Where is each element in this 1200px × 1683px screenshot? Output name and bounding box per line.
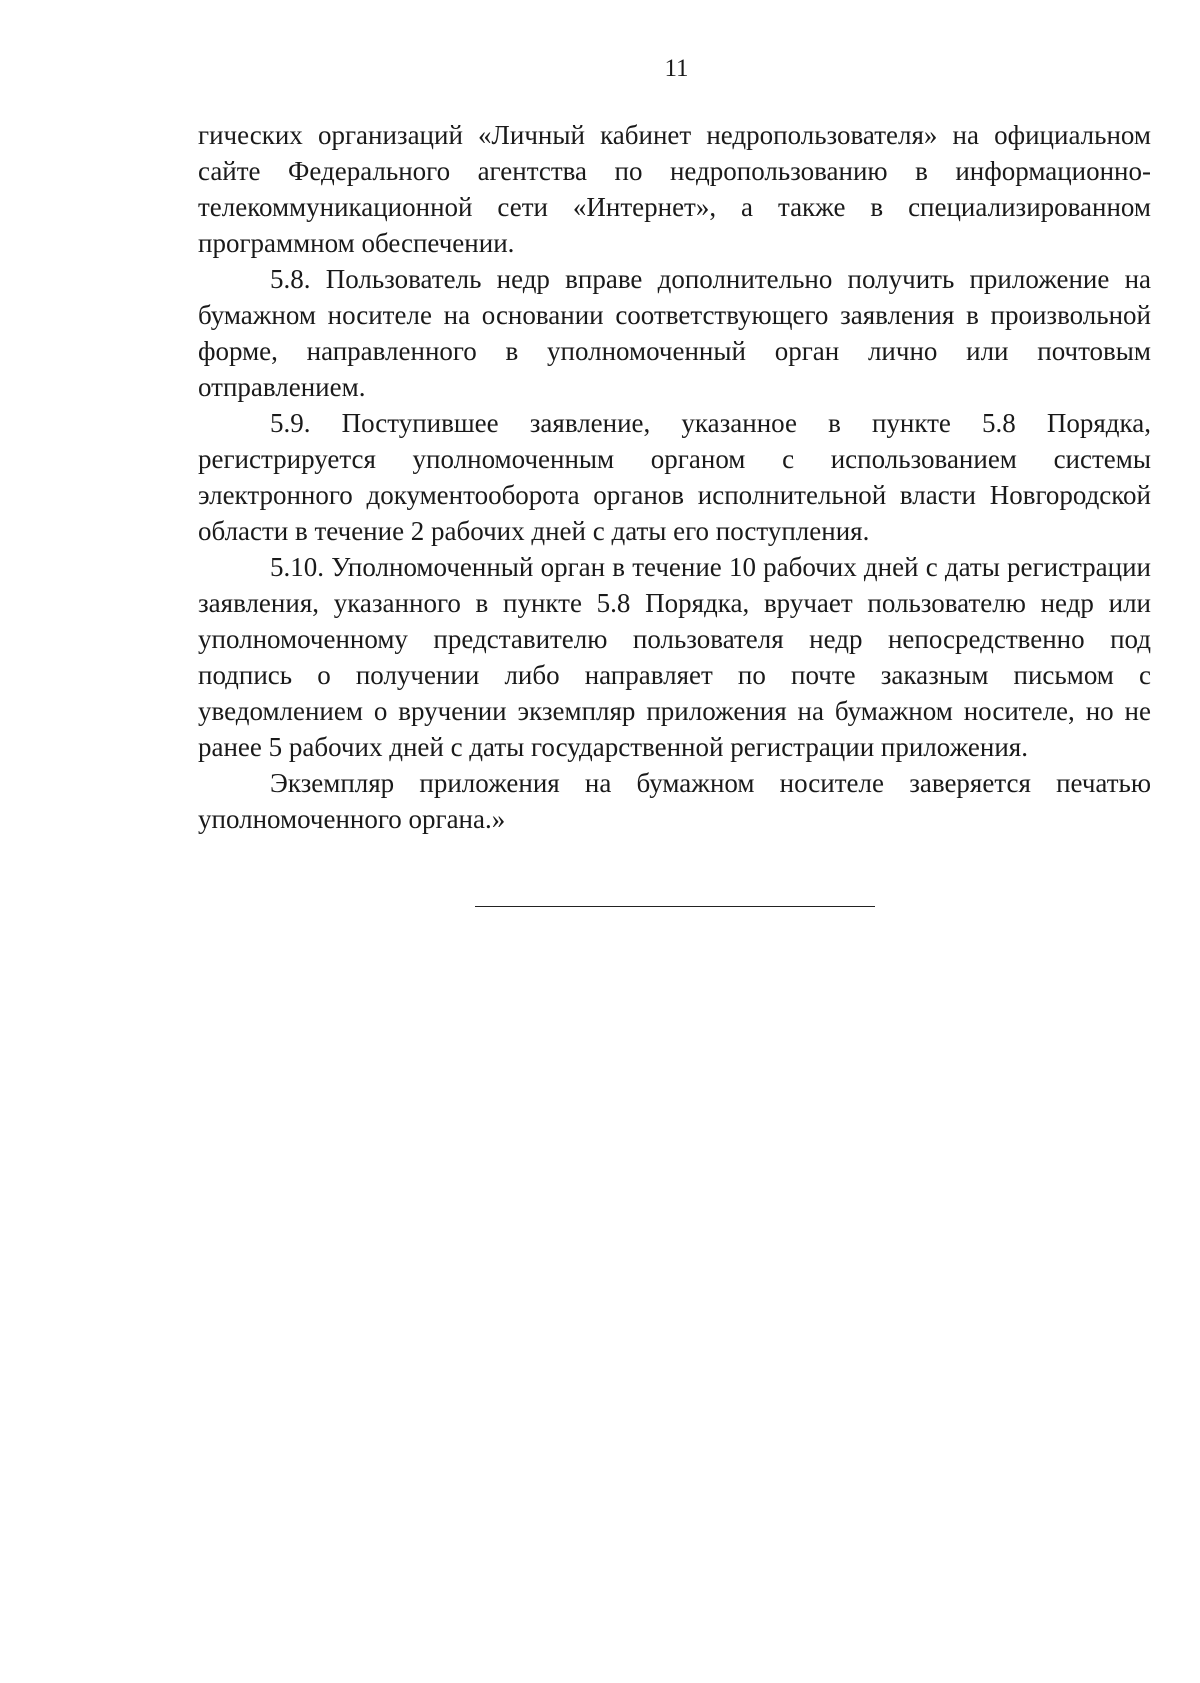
paragraph-5-9: 5.9. Поступившее заявление, указанное в пункте 5.8 Порядка, регистрируется уполномоченным органом с использованием системы электронного документооборота органов исполнительной власти Новгородской области в течение 2 рабочих дней с даты его поступления. [198,408,1151,546]
paragraph-5-10: 5.10. Уполномоченный орган в течение 10 рабочих дней с даты регистрации заявления, указанного в пункте 5.8 Порядка, вручает пользователю недр или уполномоченному представителю пользователя недр непосредственно под подпись о получении либо направляет по почте заказным письмом с уведомлением о вручении экземпляр приложения на бумажном носителе, но не ранее 5 рабочих дней с даты государственной регистрации приложения. [198,552,1151,762]
paragraph-5-8: 5.8. Пользователь недр вправе дополнительно получить приложение на бумажном носителе на основании соответствующего заявления в произвольной форме, направленного в уполномоченный орган лично или почтовым отправлением. [198,264,1151,402]
page-number: 11 [664,55,689,82]
closing-separator-line [475,906,875,907]
paragraph-copy-certification: Экземпляр приложения на бумажном носителе заверяется печатью уполномоченного органа.» [198,768,1151,834]
document-body [198,117,1151,837]
paragraph-continuation: гических организаций «Личный кабинет недропользователя» на официальном сайте Федерального агентства по недропользованию в информационно-телекоммуникационной сети «Интернет», а также в специализированном программном обеспечении. [198,120,1151,258]
